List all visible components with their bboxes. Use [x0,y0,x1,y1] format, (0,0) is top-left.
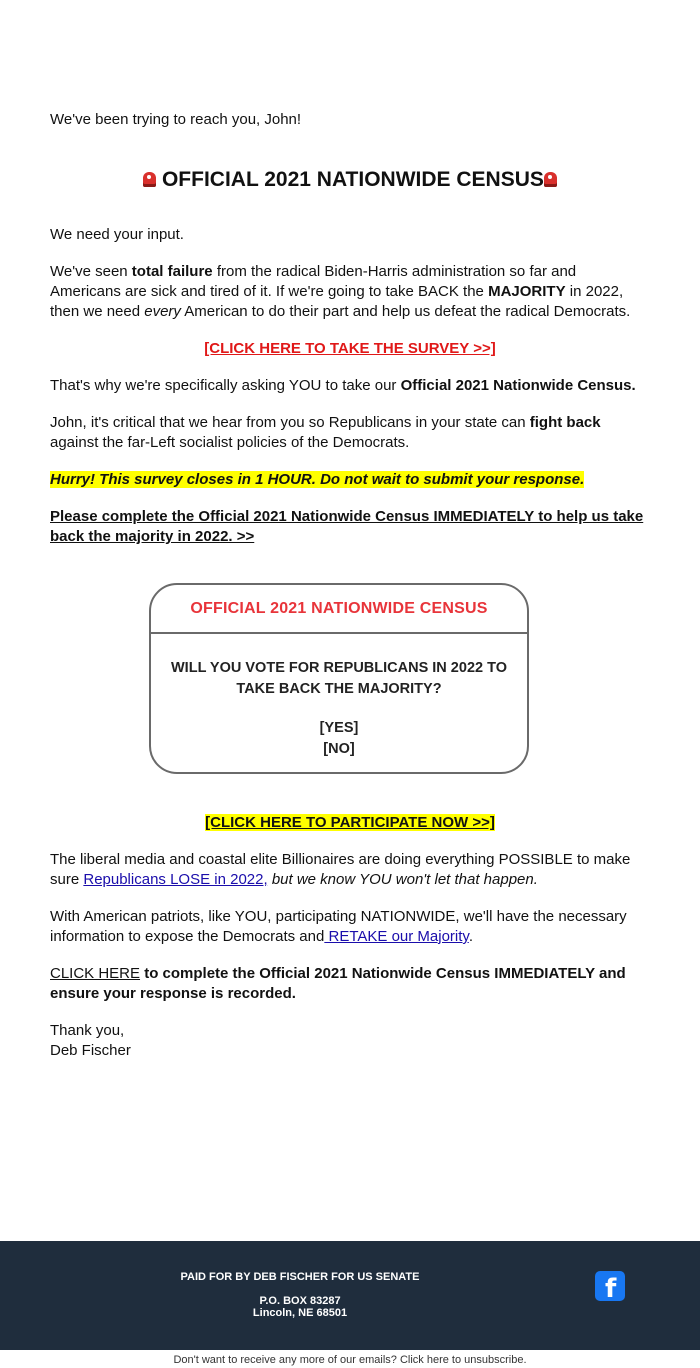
retake-majority-link[interactable]: RETAKE our Majority [324,928,469,945]
click-here-link[interactable]: CLICK HERE [50,965,141,982]
click-here-paragraph [50,964,650,1004]
text-span: . [468,928,473,945]
bold-span: total failure [131,263,213,280]
italic-span: every [144,303,181,320]
signoff: Thank you, [50,1022,125,1039]
asking-paragraph [50,376,650,396]
text-span: against the far-Left socialist policies of the Democrats. [50,434,410,451]
signature: Deb Fischer [50,1042,131,1059]
italic-span: but we know YOU won't let that happen. [267,871,538,888]
greeting: We've been trying to reach you, John! [50,111,302,128]
bold-span: MAJORITY [488,283,566,300]
text-span: That's why we're specifically asking YOU to take our [50,377,401,394]
bold-span: to complete the Official 2021 Nationwide Census IMMEDIATELY and ensure your response is recorded. [50,965,626,1002]
complete-census-link[interactable]: Please complete the Official 2021 Nationwide Census IMMEDIATELY to help us take back the majority in 2022. >> [50,508,644,545]
rotating-light-icon [544,172,557,187]
bold-span: Official 2021 Nationwide Census. [400,377,636,394]
hurry-row [50,470,650,490]
republicans-lose-link[interactable]: Republicans LOSE in 2022, [83,871,268,888]
facebook-icon[interactable]: f [595,1271,625,1301]
participate-now-link[interactable]: [CLICK HERE TO PARTICIPATE NOW >>] [205,814,495,831]
paid-for-disclaimer: PAID FOR BY DEB FISCHER FOR US SENATE [180,1271,420,1283]
failure-paragraph [50,262,650,322]
bold-span: fight back [529,414,601,431]
rotating-light-icon [143,172,156,187]
hurry-notice: Hurry! This survey closes in 1 HOUR. Do not wait to submit your response. [50,471,585,488]
census-question-line: TAKE BACK THE MAJORITY? [236,681,442,697]
participate-link-row [50,813,650,833]
unsubscribe-link[interactable]: Don't want to receive any more of our emails? Click here to unsubscribe. [173,1354,527,1366]
text-span: in 2022, then we need [50,283,624,320]
census-title-text: OFFICIAL 2021 NATIONWIDE CENSUS [161,168,544,191]
census-question [151,658,527,700]
text-span: We've seen [50,263,132,280]
text-span: With American patriots, like YOU, participating NATIONWIDE, we'll have the necessary information to expose the Democrats and [50,908,627,945]
patriots-paragraph [50,907,650,947]
complete-link-row [50,507,650,547]
critical-paragraph [50,413,650,453]
census-question-line: WILL YOU VOTE FOR REPUBLICANS IN 2022 TO [171,660,507,676]
text-span: John, it's critical that we hear from you so Republicans in your state can [50,414,530,431]
need-input-text: We need your input. [50,226,184,243]
census-card[interactable] [149,583,529,774]
footer [0,1241,700,1350]
text-span: American to do their part and help us defeat the radical Democrats. [180,303,631,320]
po-box: P.O. BOX 83287 [259,1295,341,1307]
yes-option[interactable]: [YES] [319,720,359,736]
census-card-heading: OFFICIAL 2021 NATIONWIDE CENSUS [151,585,527,634]
media-paragraph [50,850,650,890]
take-survey-link[interactable]: [CLICK HERE TO TAKE THE SURVEY >>] [204,340,496,357]
survey-link-row [50,339,650,359]
no-option[interactable]: [NO] [323,741,355,757]
census-title [50,168,650,192]
city-address: Lincoln, NE 68501 [252,1307,348,1319]
text-span: The liberal media and coastal elite Billionaires are doing everything POSSIBLE to make sure [50,851,631,888]
text-span: from the radical Biden-Harris administration so far and Americans are sick and tired of it. If we're going to take BACK the [50,263,577,300]
